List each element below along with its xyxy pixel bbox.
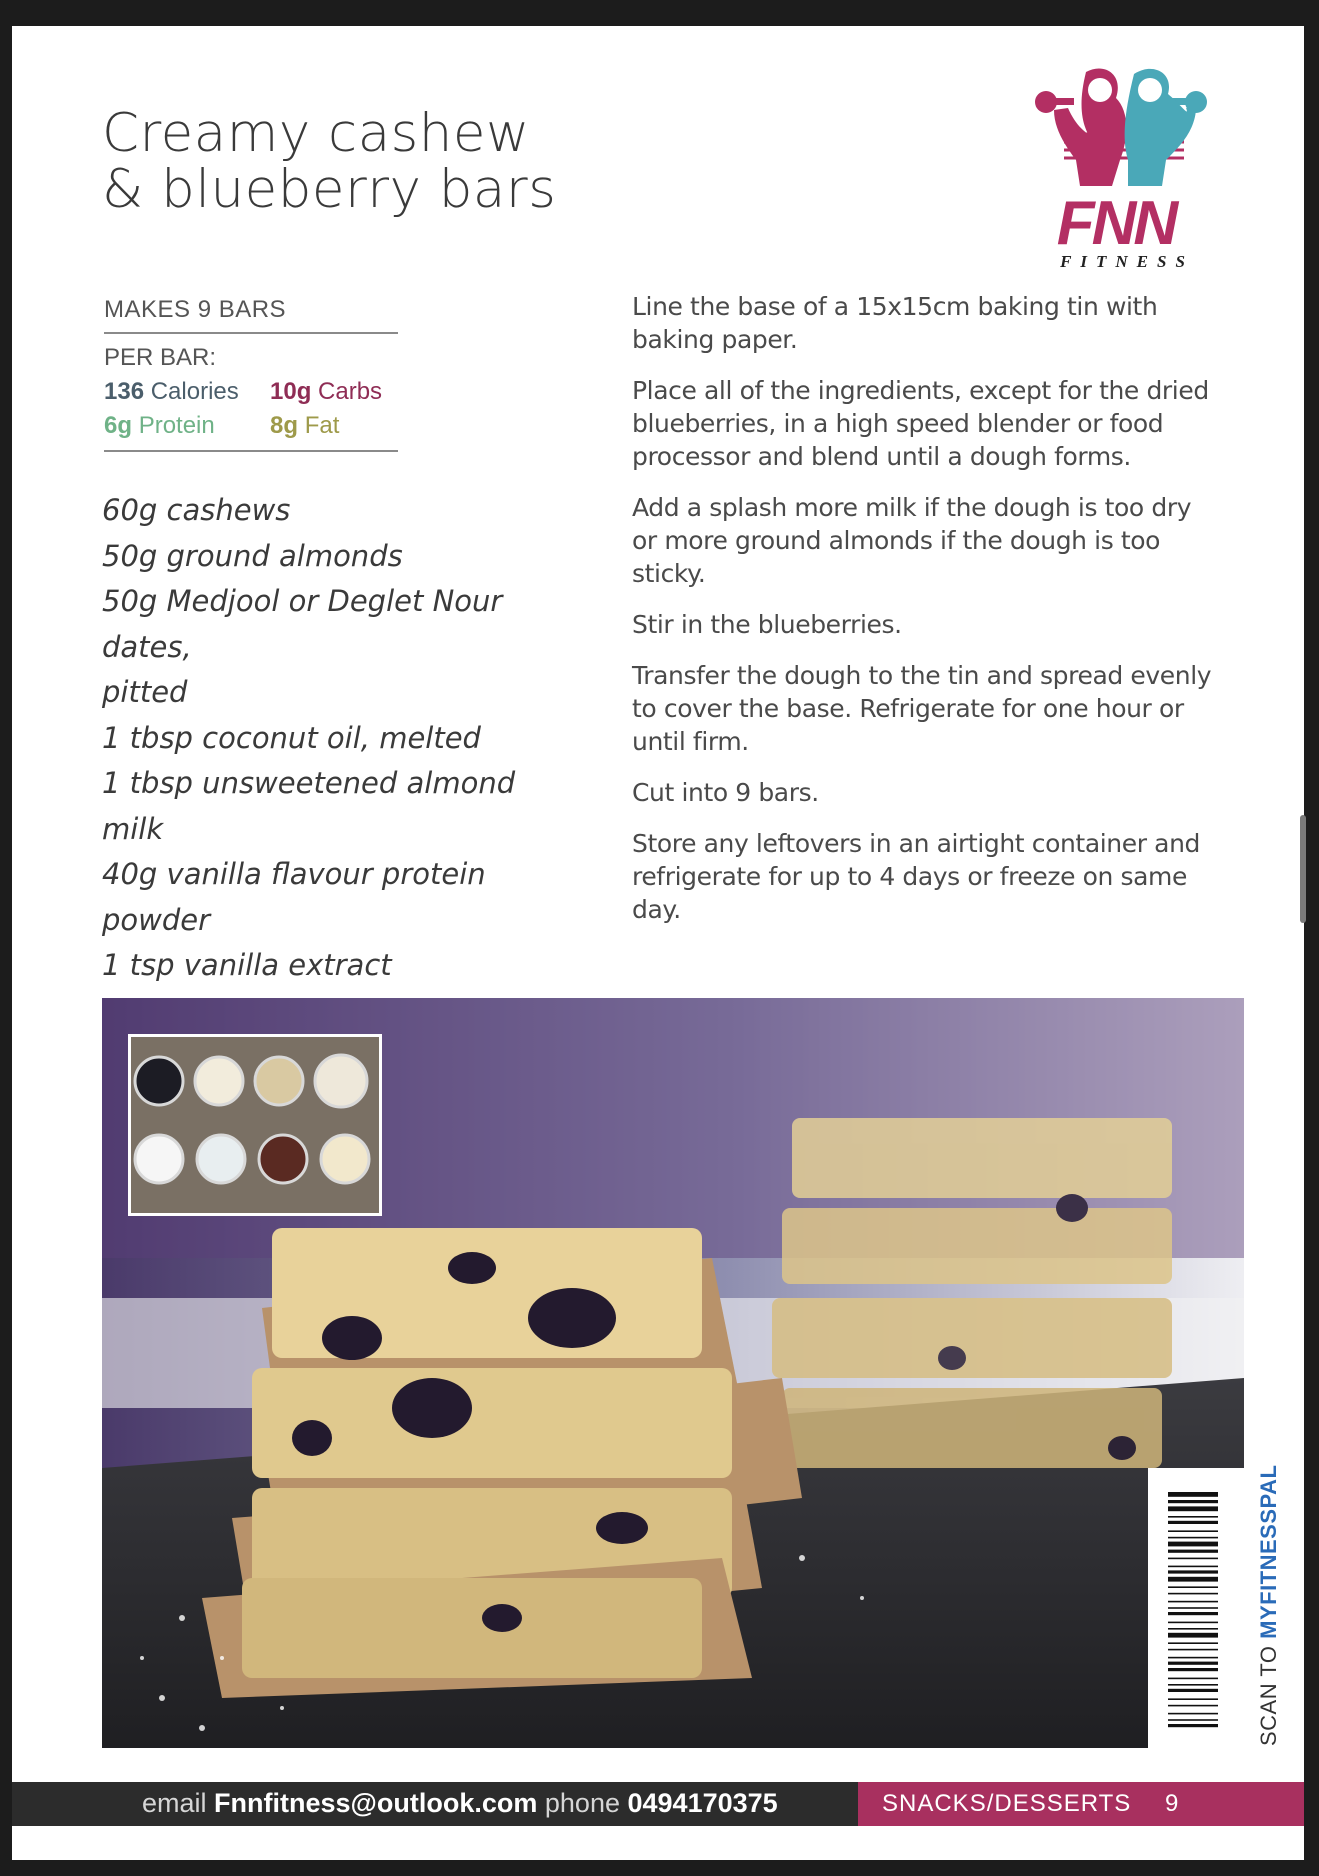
- method-steps: [632, 290, 1212, 944]
- recipe-yield: MAKES 9 BARS: [104, 296, 287, 323]
- ingredients-inset-photo: [128, 1034, 382, 1216]
- page-number: 9: [1165, 1790, 1179, 1817]
- recipe-title: [102, 103, 557, 220]
- scan-to-text: SCAN TO: [1256, 1645, 1281, 1746]
- ingredient-item: 1 tbsp coconut oil, melted: [102, 720, 481, 755]
- scan-to-myfitnesspal-label: [1256, 1465, 1282, 1746]
- method-step: Store any leftovers in an airtight container and refrigerate for up to 4 days or freeze on same day.: [632, 829, 1200, 924]
- ingredient-item: 1 tbsp unsweetened almond milk: [102, 766, 516, 846]
- calories-value: 136: [104, 378, 145, 405]
- method-step: Cut into 9 bars.: [632, 778, 819, 807]
- fat-label: Fat: [304, 412, 340, 439]
- recipe-page: [12, 26, 1304, 1860]
- fat-value: 8g: [270, 412, 299, 439]
- ingredient-bowls-image: [131, 1037, 379, 1213]
- per-bar-label: PER BAR:: [104, 344, 217, 371]
- divider: [104, 332, 398, 334]
- method-step: Transfer the dough to the tin and spread evenly to cover the base. Refrigerate for one hour or until firm.: [632, 661, 1212, 756]
- carbs-value: 10g: [270, 378, 312, 405]
- title-line-1: Creamy cashew: [102, 103, 530, 164]
- phone-number[interactable]: 0494170375: [627, 1788, 778, 1818]
- ingredient-item: 40g vanilla flavour protein powder: [102, 857, 486, 937]
- logo-wordmark: FNN: [1056, 189, 1176, 258]
- method-step: Line the base of a 15x15cm baking tin with baking paper.: [632, 292, 1158, 354]
- two-women-dumbbells-icon: [1024, 64, 1224, 204]
- ingredient-item: pitted: [102, 675, 188, 709]
- myfitnesspal-barcode[interactable]: [1148, 1464, 1288, 1756]
- scrollbar-thumb[interactable]: [1300, 815, 1306, 923]
- ingredient-item: 60g cashews: [102, 493, 291, 527]
- recipe-photo: [102, 998, 1244, 1748]
- nutrition-fat: [270, 412, 339, 440]
- fnn-fitness-logo: [1024, 64, 1224, 274]
- ingredient-item: 50g Medjool or Deglet Nour dates,: [102, 584, 503, 664]
- method-step: Add a splash more milk if the dough is too dry or more ground almonds if the dough is too sticky.: [632, 493, 1192, 588]
- logo-subtitle: FITNESS: [1060, 252, 1194, 271]
- calories-label: Calories: [150, 378, 239, 405]
- email-label: email: [142, 1788, 207, 1818]
- footer-contact: [142, 1788, 778, 1819]
- ingredient-item: 50g ground almonds: [102, 538, 403, 573]
- myfitnesspal-text: MYFITNESSPAL: [1256, 1464, 1281, 1639]
- nutrition-carbs: [270, 378, 382, 406]
- divider: [104, 450, 398, 452]
- ingredients-list: [102, 488, 582, 1080]
- email-address[interactable]: Fnnfitness@outlook.com: [214, 1788, 538, 1818]
- section-name: SNACKS/DESSERTS: [882, 1790, 1132, 1817]
- ingredient-item: 1 tsp vanilla extract: [102, 948, 392, 982]
- barcode-icon: [1168, 1492, 1218, 1740]
- protein-value: 6g: [104, 412, 133, 439]
- nutrition-protein: [104, 412, 215, 440]
- phone-label: phone: [544, 1788, 620, 1818]
- nutrition-calories: [104, 378, 239, 406]
- method-step: Place all of the ingredients, except for the dried blueberries, in a high speed blender or food processor and blend until a dough forms.: [632, 376, 1209, 471]
- title-line-2: & blueberry bars: [102, 159, 557, 220]
- carbs-label: Carbs: [318, 378, 383, 405]
- protein-label: Protein: [138, 412, 215, 439]
- method-step: Stir in the blueberries.: [632, 610, 902, 639]
